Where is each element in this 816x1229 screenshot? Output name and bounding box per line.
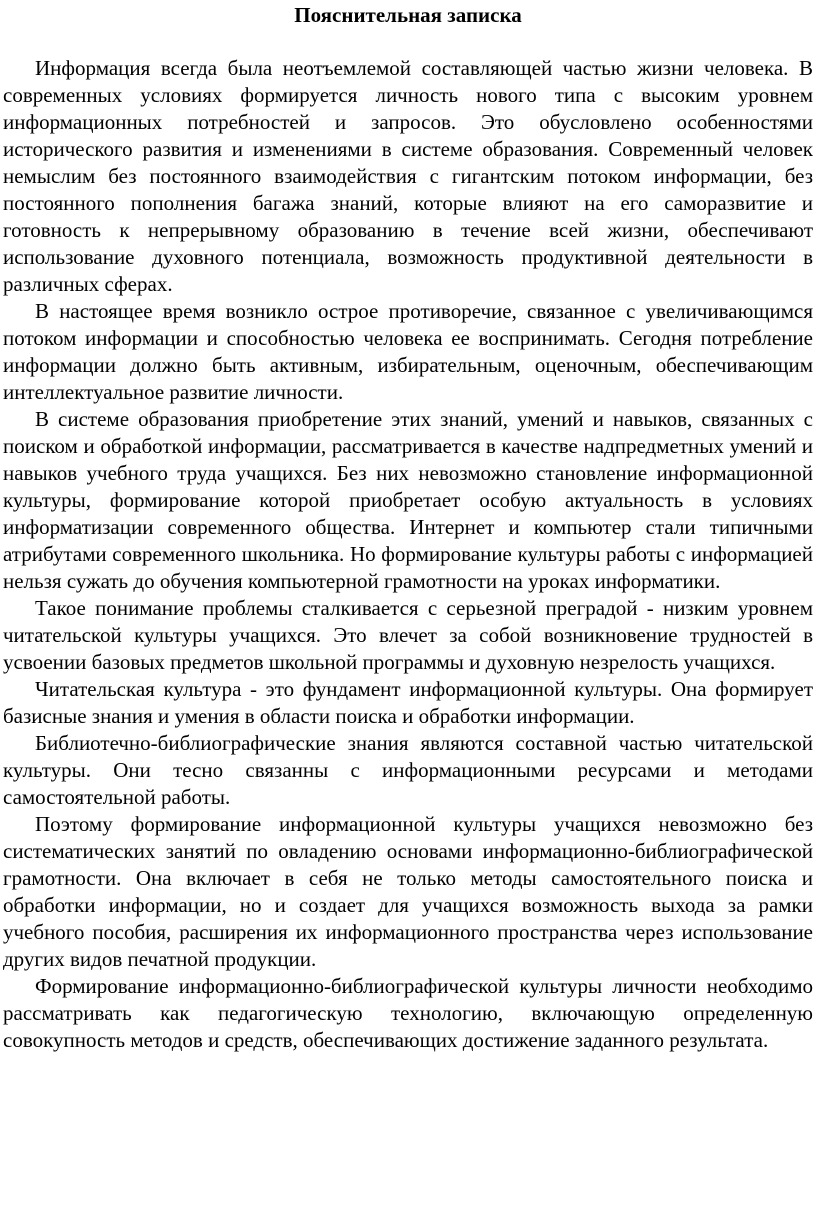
paragraph-3: В системе образования приобретение этих знаний, умений и навыков, связанных с поиском и обработкой информации, рассматривается в качестве надпредметных умений и навыков учебного труда учащихся. Без них невозможно становление информационной культуры, формирование которой приобретает особую актуальность в условиях информатизации современного общества. Интернет и компьютер стали типичными атрибутами современного школьника. Но формирование культуры работы с информацией нельзя сужать до обучения компьютерной грамотности на уроках информатики.	[3, 407, 813, 593]
paragraph-8: Формирование информационно-библиографической культуры личности необходимо рассматривать как педагогическую технологию, включающую определенную совокупность методов и средств, обеспечивающих достижение заданного результата.	[3, 974, 813, 1052]
paragraph-5: Читательская культура - это фундамент информационной культуры. Она формирует базисные знания и умения в области поиска и обработки информации.	[3, 677, 813, 728]
document-title: Пояснительная записка	[294, 3, 522, 27]
paragraph-1: Информация всегда была неотъемлемой составляющей частью жизни человека. В современных условиях формируется личность нового типа с высоким уровнем информационных потребностей и запросов. Это обусловлено особенностями исторического развития и изменениями в системе образования. Современный человек немыслим без постоянного взаимодействия с гигантским потоком информации, без постоянного пополнения багажа знаний, которые влияют на его саморазвитие и готовность к непрерывному образованию в течение всей жизни, обеспечивают использование духовного потенциала, возможность продуктивной деятельности в различных сферах.	[3, 56, 813, 296]
paragraph-4: Такое понимание проблемы сталкивается с серьезной преградой - низким уровнем читательской культуры учащихся. Это влечет за собой возникновение трудностей в усвоении базовых предметов школьной программы и духовную незрелость учащихся.	[3, 596, 813, 674]
paragraph-2: В настоящее время возникло острое противоречие, связанное с увеличивающимся потоком информации и способностью человека ее воспринимать. Сегодня потребление информации должно быть активным, избирательным, оценочным, обеспечивающим интеллектуальное развитие личности.	[3, 299, 813, 404]
paragraph-7: Поэтому формирование информационной культуры учащихся невозможно без систематических занятий по овладению основами информационно-библиографической грамотности. Она включает в себя не только методы самостоятельного поиска и обработки информации, но и создает для учащихся возможность выхода за рамки учебного пособия, расширения их информационного пространства через использование других видов печатной продукции.	[3, 812, 813, 971]
paragraph-6: Библиотечно-библиографические знания являются составной частью читательской культуры. Они тесно связанны с информационными ресурсами и методами самостоятельной работы.	[3, 731, 813, 809]
document-body	[3, 55, 813, 1054]
